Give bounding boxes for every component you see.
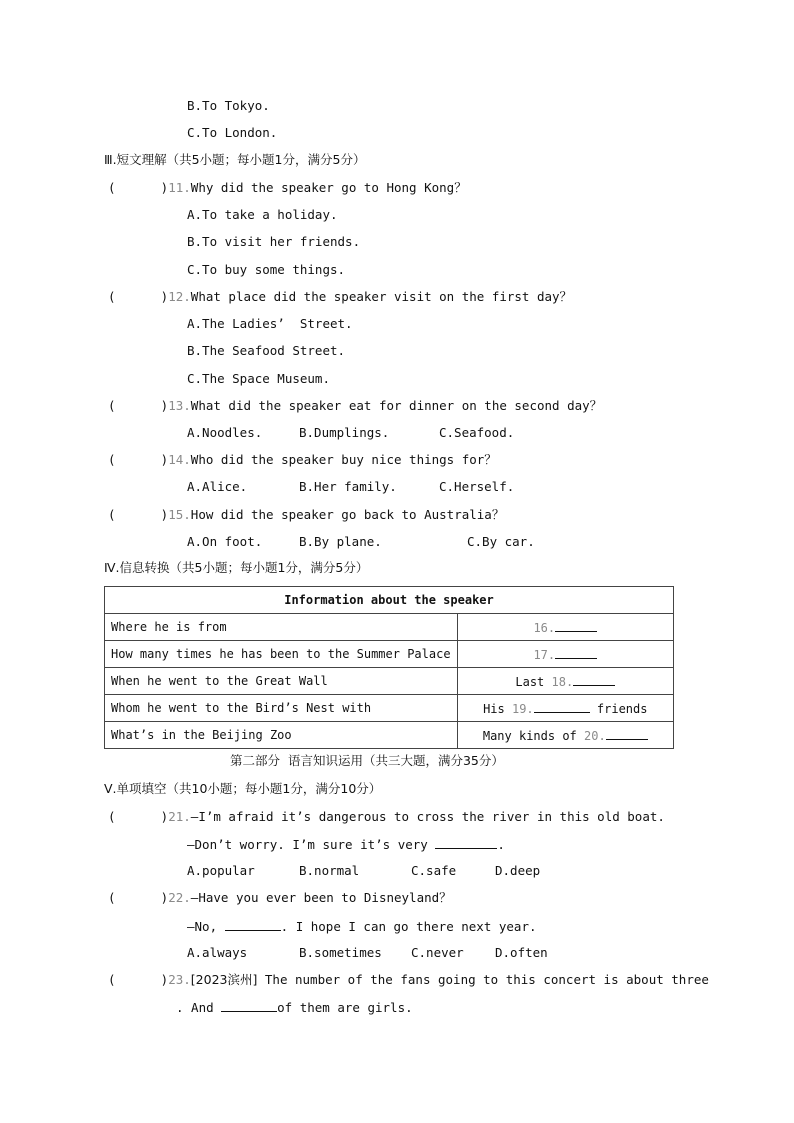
option-c: C.To buy some things. [187,262,346,277]
question-21-line-2: —Don’t worry. I’m sure it’s very . [187,837,505,852]
answer-paren[interactable]: ( ) [108,452,169,467]
question-23 [108,972,709,988]
option-c: C.The Space Museum. [187,371,330,386]
answer-paren[interactable]: ( ) [108,890,169,905]
option-c: C.By car. [467,534,535,549]
question-number: 15. [168,507,191,522]
option-c: C.safe [411,863,457,878]
option-a: A.always [187,945,248,960]
answer-paren[interactable]: ( ) [108,289,169,304]
question-12 [108,289,572,305]
table-row [105,641,674,668]
option-d: D.often [495,945,548,960]
answer-paren[interactable]: ( ) [108,972,169,987]
question-number: 11. [168,180,191,195]
question-text: What place did the speaker visit on the first day？ [190,289,573,304]
answer-paren[interactable]: ( ) [108,398,169,413]
table-row [105,668,674,695]
option-a: A.To take a holiday. [187,207,338,222]
answer-blank[interactable] [555,646,597,659]
answer-blank[interactable] [555,619,597,632]
option-b: B.sometimes [299,945,382,960]
option-a: A.On foot. [187,534,263,549]
row-label: Where he is from [105,614,458,641]
answer-cell: 16. [457,614,673,641]
question-number: 12. [168,289,191,304]
row-label: What’s in the Beijing Zoo [105,722,458,749]
table-row [105,614,674,641]
option-a: A.popular [187,863,255,878]
option-b: B.The Seafood Street. [187,343,346,358]
answer-blank[interactable] [534,700,590,713]
table-row [105,695,674,722]
answer-blank[interactable] [221,999,277,1012]
question-number: 13. [168,398,191,413]
table-row [105,722,674,749]
answer-blank[interactable] [573,673,615,686]
option-b: B.By plane. [299,534,382,549]
answer-blank[interactable] [435,836,497,849]
question-text: What did the speaker eat for dinner on the second day？ [190,398,603,413]
answer-paren[interactable]: ( ) [108,507,169,522]
section-4-title: Ⅳ.信息转换（共5小题；每小题1分，满分5分） [104,560,369,575]
question-22 [108,890,452,906]
option-a: A.Alice. [187,479,248,494]
section-3-title: Ⅲ.短文理解（共5小题；每小题1分，满分5分） [104,152,366,167]
option-prev-c: C.To London. [187,125,278,140]
section-5-title: Ⅴ.单项填空（共10小题；每小题1分，满分10分） [104,781,382,796]
answer-blank[interactable] [225,918,281,931]
question-number: 21. [168,809,191,824]
question-22-line-2: —No, . I hope I can go there next year. [187,919,537,934]
option-c: C.Seafood. [439,425,515,440]
row-label: Whom he went to the Bird’s Nest with [105,695,458,722]
source-tag: [2023滨州] [190,972,258,987]
question-23-line-2: . And of them are girls. [176,1000,413,1015]
part-2-title: 第二部分 语言知识运用（共三大题，满分35分） [230,753,504,768]
option-b: B.Dumplings. [299,425,390,440]
question-15 [108,507,504,523]
answer-cell: Last 18. [457,668,673,695]
question-text: —I’m afraid it’s dangerous to cross the river in this old boat. [190,809,665,824]
question-14 [108,452,497,468]
question-number: 23. [168,972,191,987]
option-prev-b: B.To Tokyo. [187,98,270,113]
info-table [104,586,674,749]
option-b: B.Her family. [299,479,397,494]
question-text: Who did the speaker buy nice things for？ [190,452,497,467]
question-21 [108,809,665,825]
row-label: When he went to the Great Wall [105,668,458,695]
table-header-row [105,587,674,614]
answer-paren[interactable]: ( ) [108,809,169,824]
question-text: The number of the fans going to this concert is about three [257,972,709,987]
answer-cell: 17. [457,641,673,668]
row-label: How many times he has been to the Summer Palace [105,641,458,668]
answer-cell: His 19. friends [457,695,673,722]
question-11 [108,180,467,196]
option-c: C.Herself. [439,479,515,494]
option-d: D.deep [495,863,541,878]
answer-cell: Many kinds of 20. [457,722,673,749]
answer-blank[interactable] [606,727,648,740]
table-header: Information about the speaker [105,587,674,614]
option-a: A.Noodles. [187,425,263,440]
question-text: Why did the speaker go to Hong Kong？ [190,180,467,195]
answer-paren[interactable]: ( ) [108,180,169,195]
option-b: B.normal [299,863,360,878]
question-number: 22. [168,890,191,905]
question-text: —Have you ever been to Disneyland？ [190,890,452,905]
question-number: 14. [168,452,191,467]
option-c: C.never [411,945,464,960]
question-text: How did the speaker go back to Australia？ [190,507,505,522]
option-a: A.The Ladies’ Street. [187,316,353,331]
question-13 [108,398,602,414]
option-b: B.To visit her friends. [187,234,361,249]
